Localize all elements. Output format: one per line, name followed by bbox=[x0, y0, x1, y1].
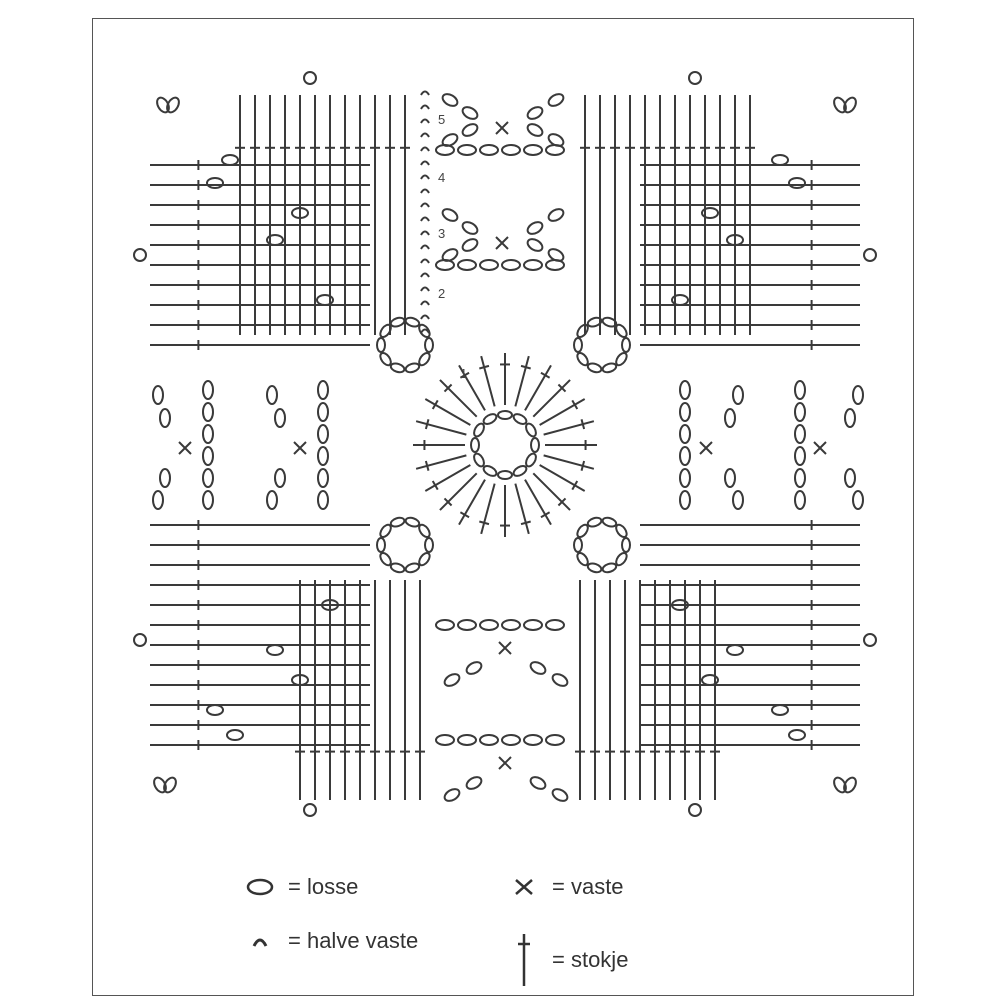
halve-vaste-mark bbox=[421, 148, 429, 152]
losse-mark bbox=[524, 145, 542, 155]
legend-label-halve-vaste: = halve vaste bbox=[288, 928, 419, 953]
losse-mark bbox=[160, 409, 170, 427]
losse-mark bbox=[526, 122, 545, 139]
halve-vaste-mark bbox=[421, 274, 429, 278]
losse-mark bbox=[614, 523, 629, 539]
losse-mark bbox=[203, 381, 213, 399]
losse-mark bbox=[587, 362, 603, 374]
losse-mark bbox=[795, 447, 805, 465]
losse-mark bbox=[772, 155, 788, 165]
losse-mark bbox=[524, 260, 542, 270]
losse-mark bbox=[526, 237, 545, 254]
losse-mark bbox=[546, 735, 564, 745]
losse-mark bbox=[845, 409, 855, 427]
halve-vaste-mark bbox=[421, 106, 429, 110]
losse-mark bbox=[275, 409, 285, 427]
losse-mark bbox=[222, 155, 238, 165]
losse-mark bbox=[390, 316, 406, 328]
losse-mark bbox=[725, 409, 735, 427]
vaste-mark bbox=[294, 442, 306, 454]
losse-mark bbox=[318, 403, 328, 421]
losse-mark bbox=[377, 538, 385, 552]
losse-mark bbox=[502, 620, 520, 630]
stokje-mark bbox=[544, 455, 594, 468]
losse-mark bbox=[318, 447, 328, 465]
losse-mark bbox=[203, 403, 213, 421]
halve-vaste-mark bbox=[421, 288, 429, 292]
losse-mark bbox=[482, 412, 498, 426]
losse-mark bbox=[864, 634, 876, 646]
losse-mark bbox=[304, 804, 316, 816]
losse-mark bbox=[472, 452, 486, 468]
legend-label-stokje: = stokje bbox=[552, 947, 629, 972]
legend-label-losse: = losse bbox=[288, 874, 359, 899]
stokje-mark bbox=[515, 484, 528, 534]
losse-mark bbox=[417, 323, 432, 339]
stokje-crossbar bbox=[582, 419, 585, 429]
losse-mark bbox=[531, 438, 539, 452]
halve-vaste-mark bbox=[421, 260, 429, 264]
losse-mark bbox=[551, 787, 570, 804]
chain-icon bbox=[244, 872, 284, 902]
row-number-2: 2 bbox=[438, 286, 446, 301]
legend-item-losse bbox=[244, 872, 358, 902]
halve-vaste-mark bbox=[421, 246, 429, 250]
losse-mark bbox=[461, 122, 480, 139]
losse-mark bbox=[465, 775, 484, 792]
losse-mark bbox=[502, 260, 520, 270]
halve-vaste-mark bbox=[421, 302, 429, 306]
stokje-crossbar bbox=[426, 419, 429, 429]
halve-vaste-mark bbox=[421, 120, 429, 124]
stokje-crossbar bbox=[479, 366, 489, 369]
losse-mark bbox=[441, 132, 460, 149]
losse-mark bbox=[680, 403, 690, 421]
losse-mark bbox=[472, 422, 486, 438]
losse-mark bbox=[436, 620, 454, 630]
losse-mark bbox=[529, 775, 548, 792]
losse-mark bbox=[390, 362, 406, 374]
vaste-mark bbox=[814, 442, 826, 454]
slip-stitch-icon bbox=[244, 926, 284, 956]
stokje-mark bbox=[416, 455, 466, 468]
stokje-mark bbox=[481, 484, 494, 534]
losse-mark bbox=[227, 730, 243, 740]
halve-vaste-mark bbox=[421, 190, 429, 194]
losse-mark bbox=[405, 362, 421, 374]
halve-vaste-mark bbox=[421, 134, 429, 138]
losse-mark bbox=[134, 249, 146, 261]
losse-mark bbox=[162, 776, 179, 795]
losse-mark bbox=[680, 469, 690, 487]
legend-label-vaste: = vaste bbox=[552, 874, 624, 899]
legend-item-halve-vaste bbox=[244, 926, 418, 956]
losse-mark bbox=[207, 178, 223, 188]
losse-mark bbox=[602, 562, 618, 574]
losse-mark bbox=[725, 469, 735, 487]
losse-mark bbox=[203, 469, 213, 487]
losse-mark bbox=[795, 491, 805, 509]
losse-mark bbox=[575, 551, 590, 567]
losse-mark bbox=[680, 491, 690, 509]
losse-mark bbox=[267, 491, 277, 509]
losse-mark bbox=[680, 425, 690, 443]
losse-mark bbox=[853, 386, 863, 404]
losse-mark bbox=[461, 237, 480, 254]
losse-mark bbox=[461, 105, 480, 122]
stokje-mark bbox=[416, 421, 466, 434]
losse-mark bbox=[529, 660, 548, 677]
losse-mark bbox=[443, 787, 462, 804]
losse-mark bbox=[267, 645, 283, 655]
losse-mark bbox=[471, 438, 479, 452]
losse-mark bbox=[602, 362, 618, 374]
losse-mark bbox=[480, 145, 498, 155]
losse-mark bbox=[390, 516, 406, 528]
row-number-4: 4 bbox=[438, 170, 446, 185]
halve-vaste-mark bbox=[421, 232, 429, 236]
stokje-crossbar bbox=[521, 366, 531, 369]
losse-mark bbox=[405, 516, 421, 528]
losse-mark bbox=[378, 351, 393, 367]
losse-mark bbox=[417, 523, 432, 539]
losse-mark bbox=[267, 386, 277, 404]
vaste-mark bbox=[496, 122, 508, 134]
losse-mark bbox=[405, 316, 421, 328]
losse-mark bbox=[524, 452, 538, 468]
stokje-mark bbox=[481, 356, 494, 406]
losse-mark bbox=[614, 323, 629, 339]
losse-mark bbox=[318, 469, 328, 487]
losse-mark bbox=[772, 705, 788, 715]
double-crochet-icon bbox=[508, 930, 548, 990]
losse-mark bbox=[622, 338, 630, 352]
losse-mark bbox=[512, 412, 528, 426]
losse-mark bbox=[318, 425, 328, 443]
halve-vaste-mark bbox=[421, 204, 429, 208]
losse-mark bbox=[436, 735, 454, 745]
losse-mark bbox=[441, 207, 460, 224]
losse-mark bbox=[390, 562, 406, 574]
losse-mark bbox=[304, 72, 316, 84]
losse-mark bbox=[733, 491, 743, 509]
stokje-crossbar bbox=[521, 522, 531, 525]
losse-mark bbox=[524, 735, 542, 745]
losse-mark bbox=[733, 386, 743, 404]
losse-mark bbox=[425, 538, 433, 552]
losse-mark bbox=[207, 705, 223, 715]
losse-mark bbox=[443, 672, 462, 689]
losse-mark bbox=[318, 381, 328, 399]
losse-mark bbox=[575, 351, 590, 367]
losse-mark bbox=[524, 620, 542, 630]
halve-vaste-mark bbox=[421, 162, 429, 166]
losse-mark bbox=[465, 660, 484, 677]
losse-mark bbox=[864, 249, 876, 261]
losse-mark bbox=[845, 469, 855, 487]
losse-mark bbox=[795, 469, 805, 487]
losse-mark bbox=[680, 381, 690, 399]
losse-mark bbox=[441, 92, 460, 109]
losse-mark bbox=[853, 491, 863, 509]
legend-item-stokje bbox=[508, 930, 628, 990]
losse-mark bbox=[574, 338, 582, 352]
losse-mark bbox=[165, 96, 182, 115]
losse-mark bbox=[458, 145, 476, 155]
losse-mark bbox=[318, 491, 328, 509]
losse-mark bbox=[498, 411, 512, 419]
losse-mark bbox=[842, 776, 859, 795]
losse-mark bbox=[480, 260, 498, 270]
losse-mark bbox=[153, 491, 163, 509]
losse-mark bbox=[203, 447, 213, 465]
losse-mark bbox=[153, 386, 163, 404]
losse-mark bbox=[502, 735, 520, 745]
losse-mark bbox=[482, 464, 498, 478]
losse-mark bbox=[789, 178, 805, 188]
losse-mark bbox=[458, 620, 476, 630]
losse-mark bbox=[275, 469, 285, 487]
losse-mark bbox=[405, 562, 421, 574]
losse-mark bbox=[689, 72, 701, 84]
losse-mark bbox=[795, 425, 805, 443]
losse-mark bbox=[546, 620, 564, 630]
losse-mark bbox=[377, 338, 385, 352]
losse-mark bbox=[134, 634, 146, 646]
losse-mark bbox=[203, 491, 213, 509]
losse-mark bbox=[795, 403, 805, 421]
losse-mark bbox=[480, 620, 498, 630]
legend-item-vaste bbox=[508, 872, 624, 902]
losse-mark bbox=[526, 105, 545, 122]
losse-mark bbox=[587, 516, 603, 528]
losse-mark bbox=[622, 538, 630, 552]
halve-vaste-mark bbox=[421, 316, 429, 320]
stokje-crossbar bbox=[582, 461, 585, 471]
losse-mark bbox=[574, 538, 582, 552]
losse-mark bbox=[789, 730, 805, 740]
halve-vaste-mark bbox=[421, 92, 429, 96]
stokje-mark bbox=[544, 421, 594, 434]
stokje-mark bbox=[515, 356, 528, 406]
halve-vaste-mark bbox=[421, 330, 429, 334]
row-number-1: 1 bbox=[460, 366, 468, 381]
losse-mark bbox=[502, 145, 520, 155]
losse-mark bbox=[551, 672, 570, 689]
row-number-5: 5 bbox=[438, 112, 446, 127]
vaste-mark bbox=[499, 642, 511, 654]
losse-mark bbox=[680, 447, 690, 465]
losse-mark bbox=[547, 207, 566, 224]
halve-vaste-mark bbox=[421, 176, 429, 180]
losse-mark bbox=[512, 464, 528, 478]
vaste-mark bbox=[496, 237, 508, 249]
losse-mark bbox=[602, 516, 618, 528]
losse-mark bbox=[378, 551, 393, 567]
losse-mark bbox=[526, 220, 545, 237]
halve-vaste-mark bbox=[421, 218, 429, 222]
losse-mark bbox=[689, 804, 701, 816]
single-crochet-icon bbox=[508, 872, 548, 902]
losse-mark bbox=[160, 469, 170, 487]
vaste-mark bbox=[700, 442, 712, 454]
row-number-3: 3 bbox=[438, 226, 446, 241]
losse-mark bbox=[458, 735, 476, 745]
losse-mark bbox=[441, 247, 460, 264]
losse-mark bbox=[425, 338, 433, 352]
losse-mark bbox=[727, 645, 743, 655]
stokje-crossbar bbox=[479, 522, 489, 525]
stokje-crossbar bbox=[426, 461, 429, 471]
losse-mark bbox=[461, 220, 480, 237]
losse-mark bbox=[498, 471, 512, 479]
losse-mark bbox=[203, 425, 213, 443]
losse-mark bbox=[524, 422, 538, 438]
vaste-mark bbox=[179, 442, 191, 454]
losse-mark bbox=[842, 96, 859, 115]
losse-mark bbox=[458, 260, 476, 270]
losse-mark bbox=[480, 735, 498, 745]
losse-mark bbox=[587, 562, 603, 574]
losse-mark bbox=[795, 381, 805, 399]
vaste-mark bbox=[499, 757, 511, 769]
losse-mark bbox=[547, 92, 566, 109]
